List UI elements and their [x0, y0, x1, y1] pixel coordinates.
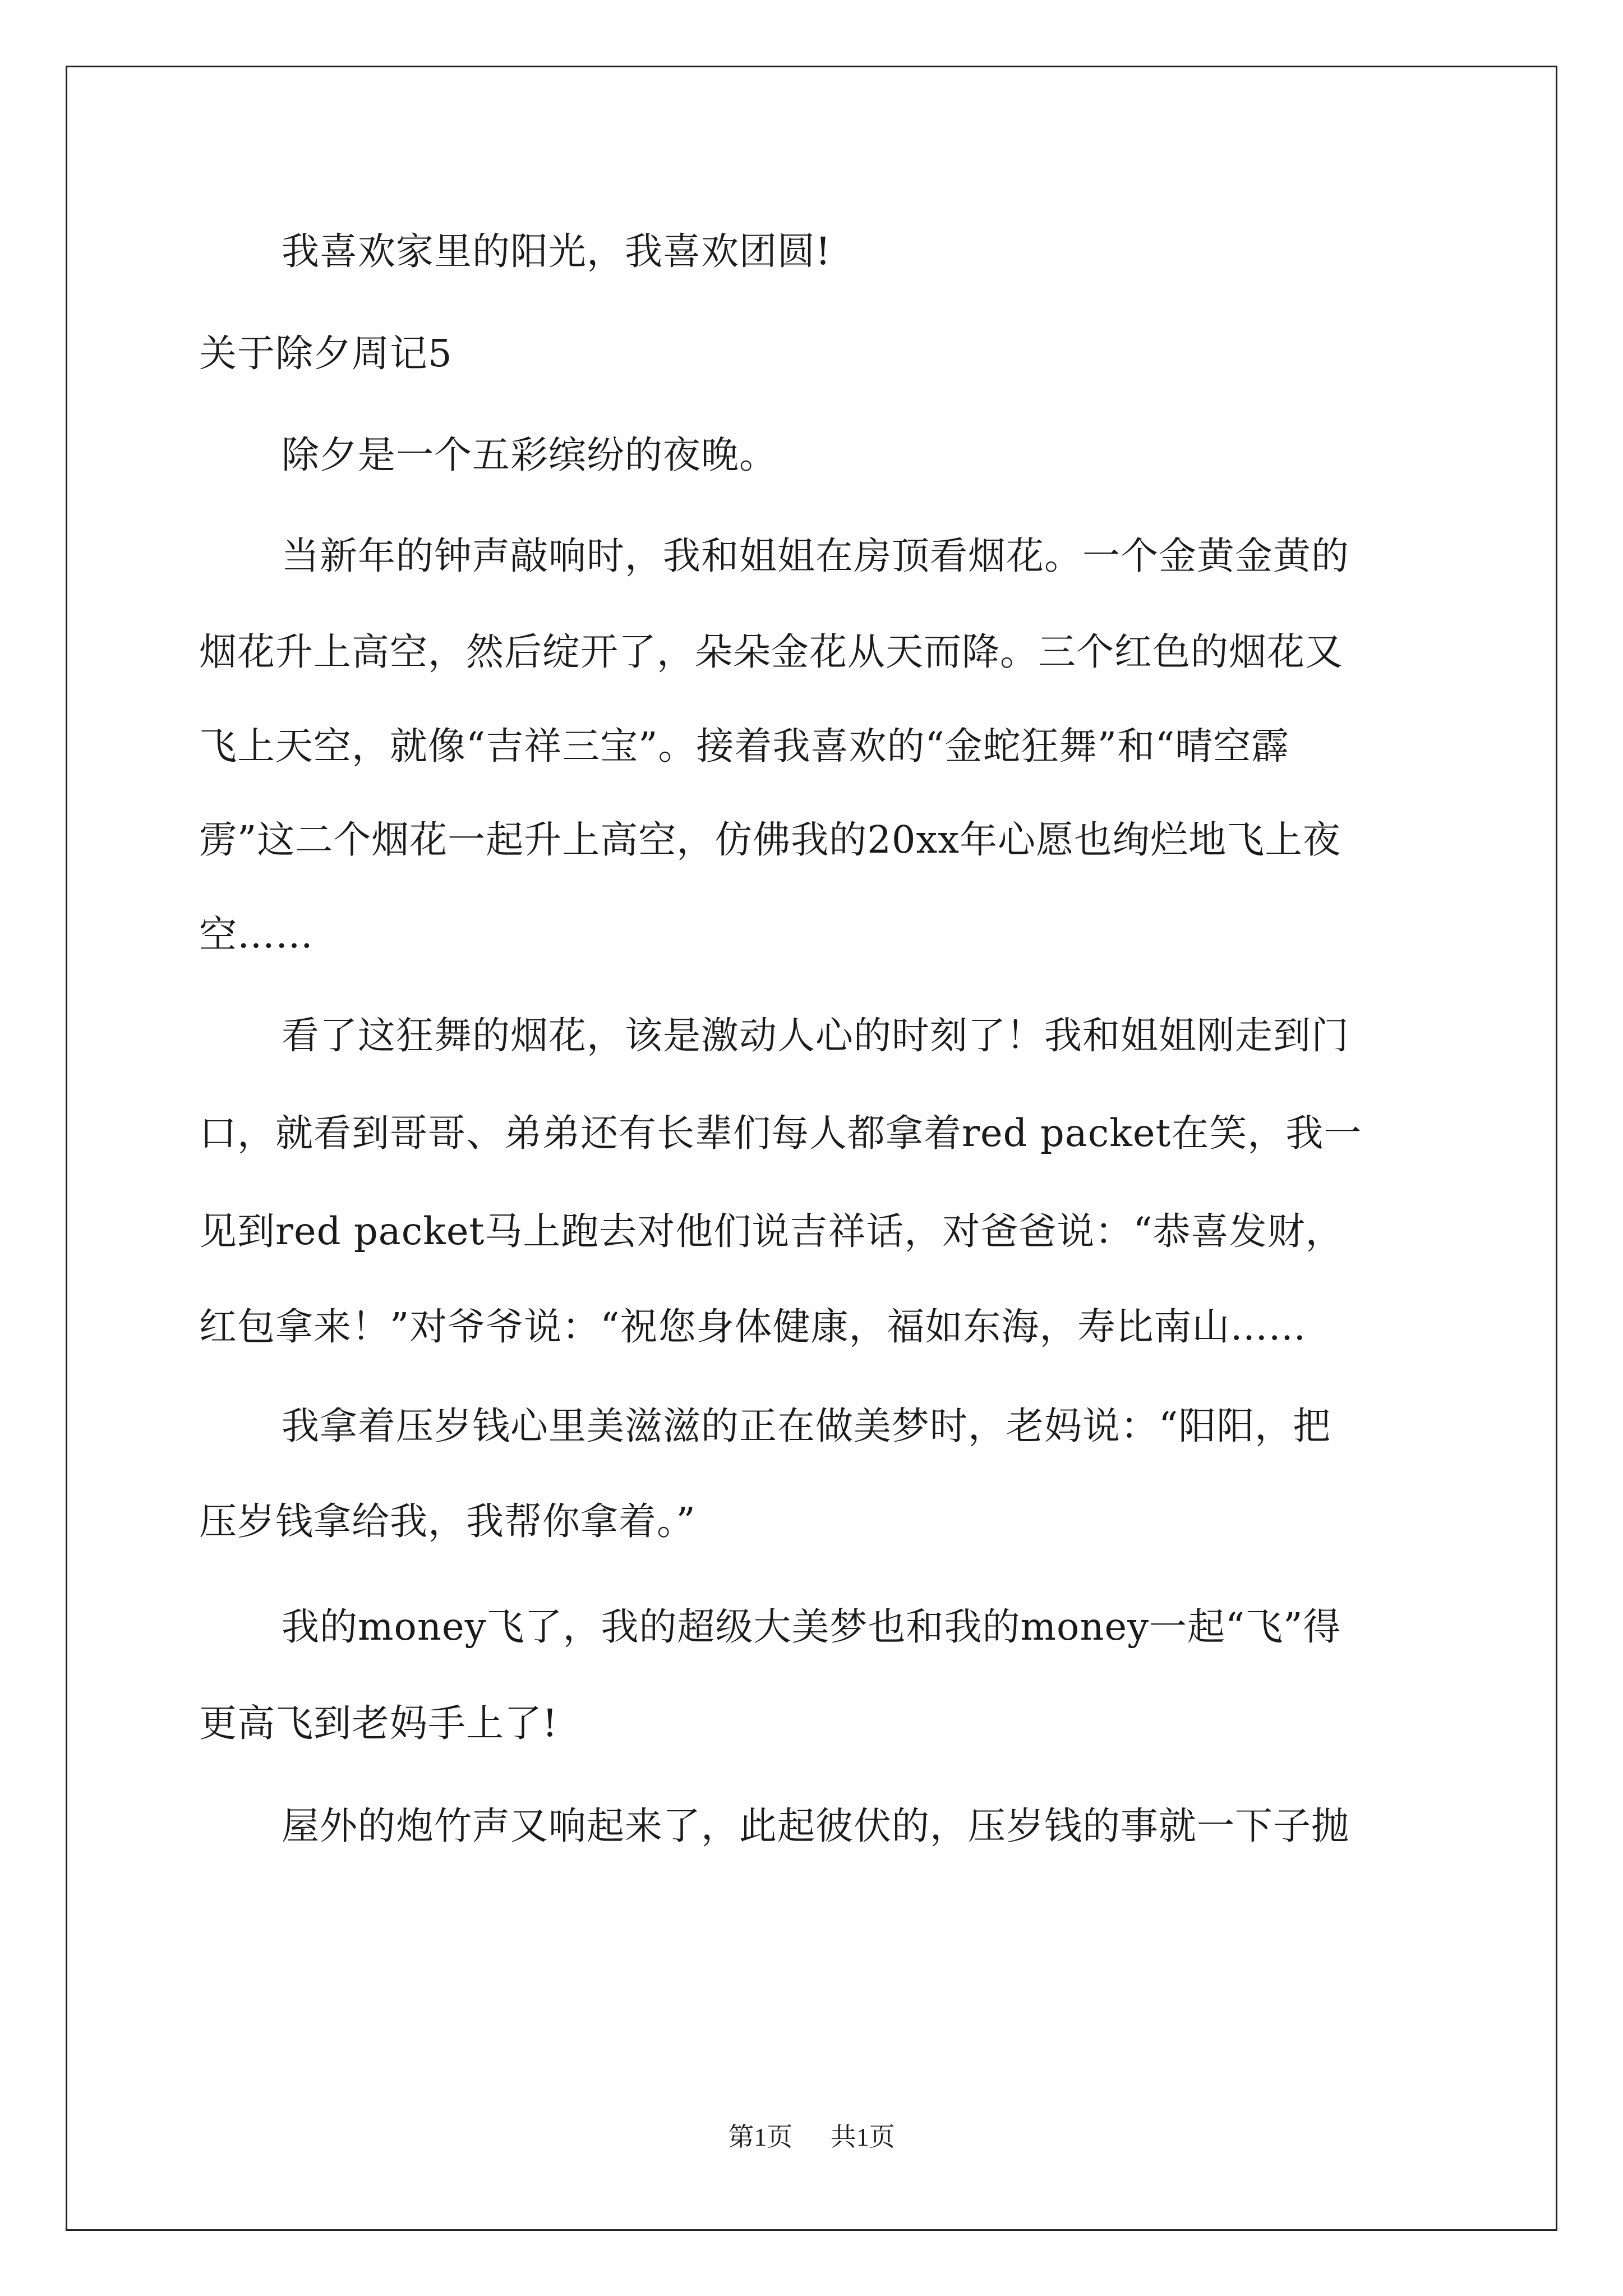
- page-number-total: 共1页: [830, 2123, 895, 2151]
- paragraph-line: 见到red packet马上跑去对他们说吉祥话，对爸爸说：“恭喜发财，: [199, 1209, 1344, 1253]
- paragraph-line: 屋外的炮竹声又响起来了，此起彼伏的，压岁钱的事就一下子抛: [282, 1804, 1349, 1848]
- paragraph-line: 我喜欢家里的阳光，我喜欢团圆!: [282, 229, 831, 273]
- paragraph-line: 更高飞到老妈手上了!: [199, 1701, 558, 1745]
- paragraph-line: 口，就看到哥哥、弟弟还有长辈们每人都拿着red packet在笑，我一: [199, 1111, 1362, 1155]
- paragraph-line: 我的money飞了，我的超级大美梦也和我的money一起“飞”得: [282, 1605, 1341, 1649]
- paragraph-line: 飞上天空，就像“吉祥三宝”。接着我喜欢的“金蛇狂舞”和“晴空霹: [199, 724, 1290, 768]
- paragraph-line: 空……: [199, 913, 313, 956]
- paragraph-line: 雳”这二个烟花一起升上高空，仿佛我的20xx年心愿也绚烂地飞上夜: [199, 818, 1341, 862]
- paragraph-line: 烟花升上高空，然后绽开了，朵朵金花从天而降。三个红色的烟花又: [199, 630, 1343, 674]
- paragraph-line: 当新年的钟声敲响时，我和姐姐在房顶看烟花。一个金黄金黄的: [282, 534, 1349, 578]
- paragraph-line: 压岁钱拿给我，我帮你拿着。”: [199, 1499, 696, 1543]
- paragraph-line: 我拿着压岁钱心里美滋滋的正在做美梦时，老妈说：“阳阳，把: [282, 1404, 1331, 1448]
- page-footer: [0, 2120, 1623, 2154]
- section-heading: 关于除夕周记5: [199, 332, 453, 375]
- paragraph-line: 看了这狂舞的烟花，该是激动人心的时刻了！我和姐姐刚走到门: [282, 1014, 1349, 1057]
- paragraph-line: 除夕是一个五彩缤纷的夜晚。: [282, 433, 777, 477]
- page-number-current: 第1页: [728, 2123, 793, 2151]
- paragraph-line: 红包拿来！”对爷爷说：“祝您身体健康，福如东海，寿比南山……: [199, 1305, 1307, 1349]
